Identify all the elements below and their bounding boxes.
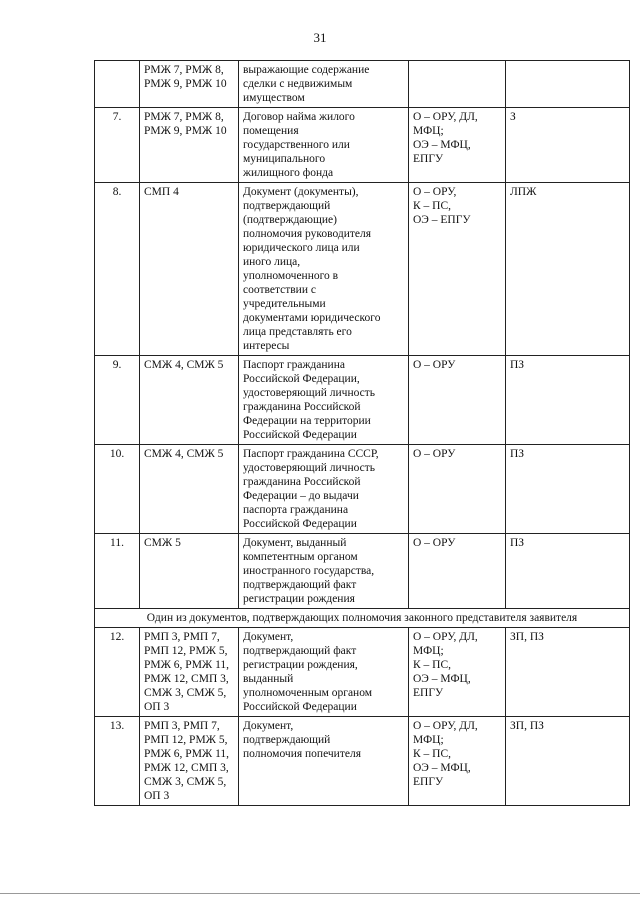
row-description — [239, 183, 409, 356]
row-number: 10. — [95, 445, 140, 534]
row-submission-line: О – ОРУ, ДЛ, — [413, 720, 478, 732]
row-codes-line: РМЖ 9, РМЖ 10 — [144, 78, 227, 90]
row-description-line: удостоверяющий личность — [243, 462, 376, 474]
row-codes — [140, 356, 239, 445]
row-description-line: выданный — [243, 673, 294, 685]
row-codes-line: СМЖ 5 — [144, 537, 181, 549]
row-codes-line: СМЖ 3, СМЖ 5, — [144, 776, 227, 788]
row-description-line: жилищного фонда — [243, 167, 334, 179]
row-codes-line: СМЖ 3, СМЖ 5, — [144, 687, 227, 699]
row-submission — [409, 628, 506, 717]
row-description-line: документами юридического — [243, 312, 381, 324]
row-codes — [140, 534, 239, 609]
row-description-line: (подтверждающие) — [243, 214, 337, 226]
row-submission-line: К – ПС, — [413, 200, 452, 212]
row-description-line: паспорта гражданина — [243, 504, 349, 516]
row-number: 12. — [95, 628, 140, 717]
row-description-line: уполномоченного в — [243, 270, 339, 282]
table-row — [95, 61, 630, 108]
row-submission-line: ЕПГУ — [413, 687, 444, 699]
row-type: ЛПЖ — [506, 183, 630, 356]
row-description-line: Документ (документы), — [243, 186, 359, 198]
row-submission — [409, 534, 506, 609]
row-type: ПЗ — [506, 445, 630, 534]
row-number: 13. — [95, 717, 140, 806]
row-description-line: юридического лица или — [243, 242, 360, 254]
row-submission-line: О – ОРУ — [413, 359, 456, 371]
page-number: 31 — [313, 30, 327, 45]
row-submission-line: О – ОРУ — [413, 448, 456, 460]
row-description-line: гражданина Российской — [243, 401, 361, 413]
row-submission-line: О – ОРУ, ДЛ, — [413, 111, 478, 123]
section-header-row-group — [95, 609, 630, 628]
row-codes-line: СМЖ 4, СМЖ 5 — [144, 448, 224, 460]
row-description — [239, 628, 409, 717]
row-codes — [140, 445, 239, 534]
row-submission — [409, 356, 506, 445]
table-row — [95, 628, 630, 717]
row-description — [239, 717, 409, 806]
row-codes-line: СМП 4 — [144, 186, 179, 198]
row-description-line: Российской Федерации — [243, 701, 357, 713]
row-type: З — [506, 108, 630, 183]
row-description-line: подтверждающий — [243, 734, 331, 746]
row-submission-line: О – ОРУ, ДЛ, — [413, 631, 478, 643]
row-description — [239, 534, 409, 609]
table-row — [95, 108, 630, 183]
row-description-line: удостоверяющий личность — [243, 387, 376, 399]
row-submission-line: ОЭ – ЕПГУ — [413, 214, 471, 226]
row-codes-line: ОП 3 — [144, 790, 170, 802]
row-description-line: сделки с недвижимым — [243, 78, 353, 90]
row-type — [506, 61, 630, 108]
row-description-line: Паспорт гражданина — [243, 359, 345, 371]
row-codes-line: РМЖ 12, СМП 3, — [144, 673, 229, 685]
row-description-line: интересы — [243, 340, 290, 352]
row-codes-line: РМП 3, РМП 7, — [144, 720, 220, 732]
row-description-line: регистрации рождения, — [243, 659, 358, 671]
row-description-line: регистрации рождения — [243, 593, 355, 605]
row-description-line: полномочия руководителя — [243, 228, 372, 240]
table-body-representative — [95, 628, 630, 806]
row-description-line: подтверждающий факт — [243, 645, 357, 657]
row-codes — [140, 717, 239, 806]
row-description — [239, 445, 409, 534]
row-description-line: государственного или — [243, 139, 350, 151]
row-number: 7. — [95, 108, 140, 183]
row-submission-line: О – ОРУ, — [413, 186, 457, 198]
table-row — [95, 534, 630, 609]
row-submission-line: ОЭ – МФЦ, — [413, 673, 471, 685]
row-submission — [409, 717, 506, 806]
row-description-line: иного лица, — [243, 256, 301, 268]
row-description-line: Российской Федерации, — [243, 373, 360, 385]
row-description-line: Документ, — [243, 631, 294, 643]
row-submission — [409, 183, 506, 356]
row-description-line: Федерации на территории — [243, 415, 371, 427]
row-codes-line: РМП 12, РМЖ 5, — [144, 645, 228, 657]
row-submission-line: МФЦ; — [413, 125, 444, 137]
row-description-line: полномочия попечителя — [243, 748, 361, 760]
row-description-line: Федерации – до выдачи — [243, 490, 359, 502]
row-description-line: Документ, — [243, 720, 294, 732]
row-description-line: гражданина Российской — [243, 476, 361, 488]
row-submission — [409, 108, 506, 183]
row-description-line: уполномоченным органом — [243, 687, 373, 699]
row-number — [95, 61, 140, 108]
row-description-line: Документ, выданный — [243, 537, 347, 549]
row-codes — [140, 183, 239, 356]
row-description-line: имуществом — [243, 92, 305, 104]
table-row — [95, 717, 630, 806]
row-submission — [409, 61, 506, 108]
row-codes — [140, 628, 239, 717]
section-header: Один из документов, подтверждающих полномочия законного представителя заявителя — [95, 609, 630, 628]
row-description — [239, 108, 409, 183]
row-description-line: Российской Федерации — [243, 518, 357, 530]
table-row — [95, 356, 630, 445]
section-header-row — [95, 609, 630, 628]
row-description-line: компетентным органом — [243, 551, 358, 563]
table-row — [95, 183, 630, 356]
row-description-line: муниципального — [243, 153, 326, 165]
row-description — [239, 356, 409, 445]
row-codes-line: РМЖ 7, РМЖ 8, — [144, 111, 224, 123]
row-codes-line: РМЖ 6, РМЖ 11, — [144, 659, 230, 671]
row-submission-line: ОЭ – МФЦ, — [413, 139, 471, 151]
row-submission-line: ЕПГУ — [413, 776, 444, 788]
row-description-line: подтверждающий факт — [243, 579, 357, 591]
row-codes-line: СМЖ 4, СМЖ 5 — [144, 359, 224, 371]
row-codes — [140, 61, 239, 108]
row-description-line: подтверждающий — [243, 200, 331, 212]
row-number: 11. — [95, 534, 140, 609]
row-description — [239, 61, 409, 108]
row-description-line: помещения — [243, 125, 299, 137]
row-submission-line: МФЦ; — [413, 645, 444, 657]
row-codes-line: ОП 3 — [144, 701, 170, 713]
row-submission-line: К – ПС, — [413, 659, 452, 671]
row-description-line: Договор найма жилого — [243, 111, 355, 123]
row-codes-line: РМП 3, РМП 7, — [144, 631, 220, 643]
row-description-line: иностранного государства, — [243, 565, 375, 577]
row-type: ЗП, ПЗ — [506, 717, 630, 806]
row-number: 9. — [95, 356, 140, 445]
row-description-line: лица представлять его — [243, 326, 352, 338]
row-submission-line: МФЦ; — [413, 734, 444, 746]
row-description-line: учредительными — [243, 298, 326, 310]
row-description-line: Российской Федерации — [243, 429, 357, 441]
table-row — [95, 445, 630, 534]
row-codes-line: РМЖ 6, РМЖ 11, — [144, 748, 230, 760]
row-submission-line: ЕПГУ — [413, 153, 444, 165]
bottom-rule — [0, 893, 640, 894]
row-submission-line: О – ОРУ — [413, 537, 456, 549]
row-submission-line: ОЭ – МФЦ, — [413, 762, 471, 774]
row-codes — [140, 108, 239, 183]
row-submission — [409, 445, 506, 534]
row-codes-line: РМЖ 7, РМЖ 8, — [144, 64, 224, 76]
row-description-line: соответствии с — [243, 284, 316, 296]
row-codes-line: РМЖ 9, РМЖ 10 — [144, 125, 227, 137]
row-description-line: Паспорт гражданина СССР, — [243, 448, 379, 460]
row-type: ПЗ — [506, 356, 630, 445]
row-type: ЗП, ПЗ — [506, 628, 630, 717]
row-codes-line: РМП 12, РМЖ 5, — [144, 734, 228, 746]
documents-table — [94, 60, 630, 806]
table-body-main — [95, 61, 630, 609]
row-type: ПЗ — [506, 534, 630, 609]
row-description-line: выражающие содержание — [243, 64, 370, 76]
row-number: 8. — [95, 183, 140, 356]
row-submission-line: К – ПС, — [413, 748, 452, 760]
row-codes-line: РМЖ 12, СМП 3, — [144, 762, 229, 774]
